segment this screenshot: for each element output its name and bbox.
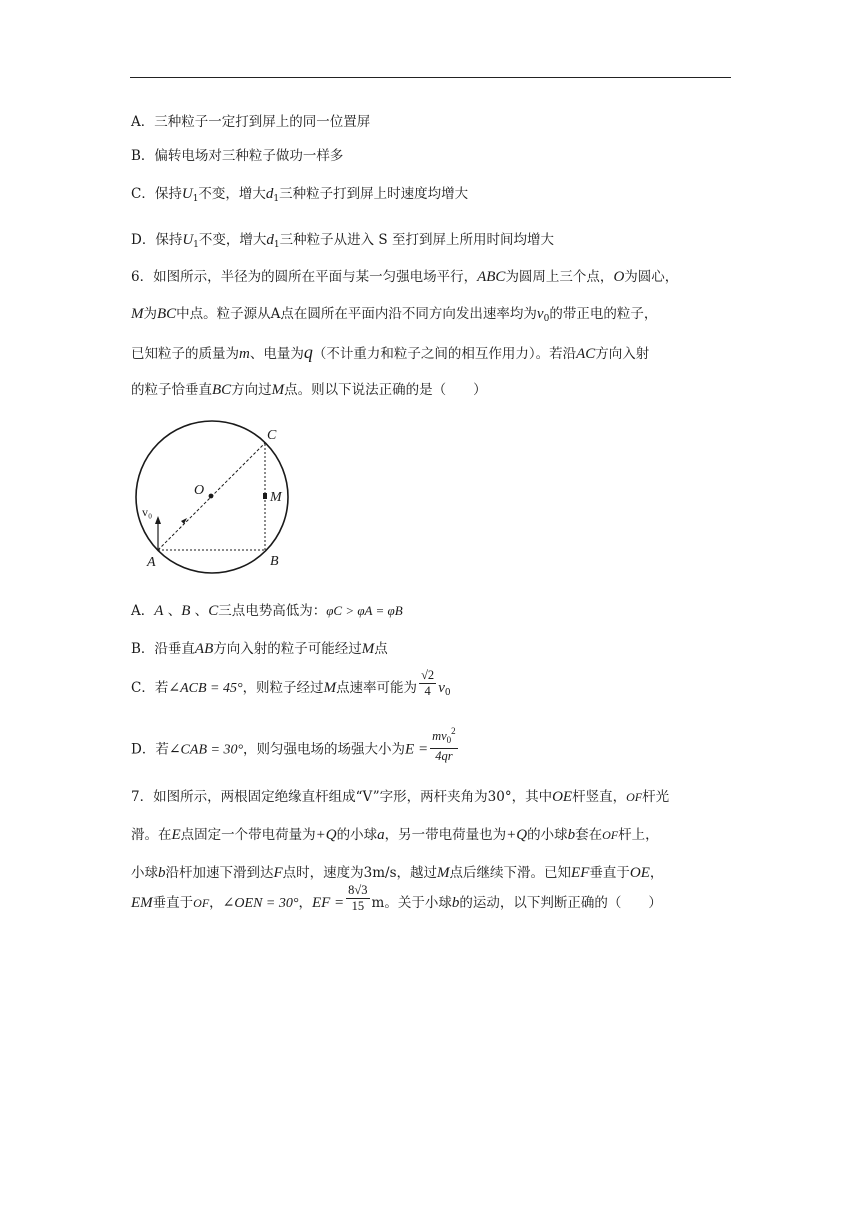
point-o [209, 494, 214, 499]
q7-line-3: 小球b沿杆加速下滑到达F点时，速度为3m/s，越过M点后继续下滑。已知EF垂直于OE， [131, 865, 664, 881]
q6-line-4: 的粒子恰垂直BC方向过M点。则以下说法正确的是（ ） [131, 382, 487, 398]
label-v0: v₀ [142, 505, 153, 519]
fraction-ef-length: $\frac{8√3}{15}$ [348, 883, 368, 913]
q6-line-1: 6．如图所示，半径为的圆所在平面与某一匀强电场平行，ABC为圆周上三个点，O为圆心， [131, 269, 679, 285]
label-m: M [270, 490, 282, 505]
header-rule [130, 77, 731, 78]
option-5c: C．保持$U_1$不变，增大$d_1$三种粒子打到屏上时速度均增大 [131, 186, 469, 204]
option-6a: A．A 、B 、C三点电势高低为：φC > φA = φB [131, 603, 403, 619]
q7-line-4: EM垂直于OF，∠OEN = 30°，EF = $\frac{8√3}{15}$ m。关于小球b的运动，以下判断正确的（ ） [131, 883, 662, 913]
option-6b: B．沿垂直AB方向入射的粒子可能经过M点 [131, 641, 388, 657]
option-6c: C．若∠ACB = 45°，则粒子经过M点速率可能为 $\frac{√2}{4}$ $v_0$ [131, 668, 451, 698]
q6-line-3: 已知粒子的质量为m、电量为q（不计重力和粒子之间的相互作用力）。若沿AC方向入射 [131, 342, 650, 362]
option-5d: D．保持$U_1$不变，增大$d_1$三种粒子从进入 S 至打到屏上所用时间均增大 [131, 232, 554, 250]
option-6d: D．若∠CAB = 30°，则匀强电场的场强大小为E = $\frac{mv_0^2}{4qr}$ [131, 726, 456, 763]
option-5a: A．三种粒子一定打到屏上的同一位置屏 [131, 114, 371, 130]
circle-field-diagram [130, 416, 300, 576]
v0-arrow-head [155, 516, 161, 524]
point-m [263, 493, 267, 499]
q7-line-2: 滑。在E点固定一个带电荷量为+Q的小球a，另一带电荷量也为+Q的小球b套在OF杆上， [131, 827, 659, 843]
fraction-sqrt2-over-4: $\frac{√2}{4}$ [421, 668, 435, 698]
arrow-on-ac [181, 518, 187, 524]
q6-line-2: M为BC中点。粒子源从A点在圆所在平面内沿不同方向发出速率均为$v_0$的带正电的粒子， [131, 306, 658, 324]
option-5b: B．偏转电场对三种粒子做功一样多 [131, 148, 344, 164]
label-c: C [267, 428, 277, 443]
label-o: O [194, 483, 205, 498]
fraction-field-strength: $\frac{mv_0^2}{4qr}$ [432, 726, 456, 763]
label-b: B [270, 554, 279, 569]
q7-line-1: 7．如图所示，两根固定绝缘直杆组成“V”字形，两杆夹角为30°，其中OE杆竖直，OF杆光 [131, 789, 670, 805]
label-a: A [147, 555, 156, 570]
